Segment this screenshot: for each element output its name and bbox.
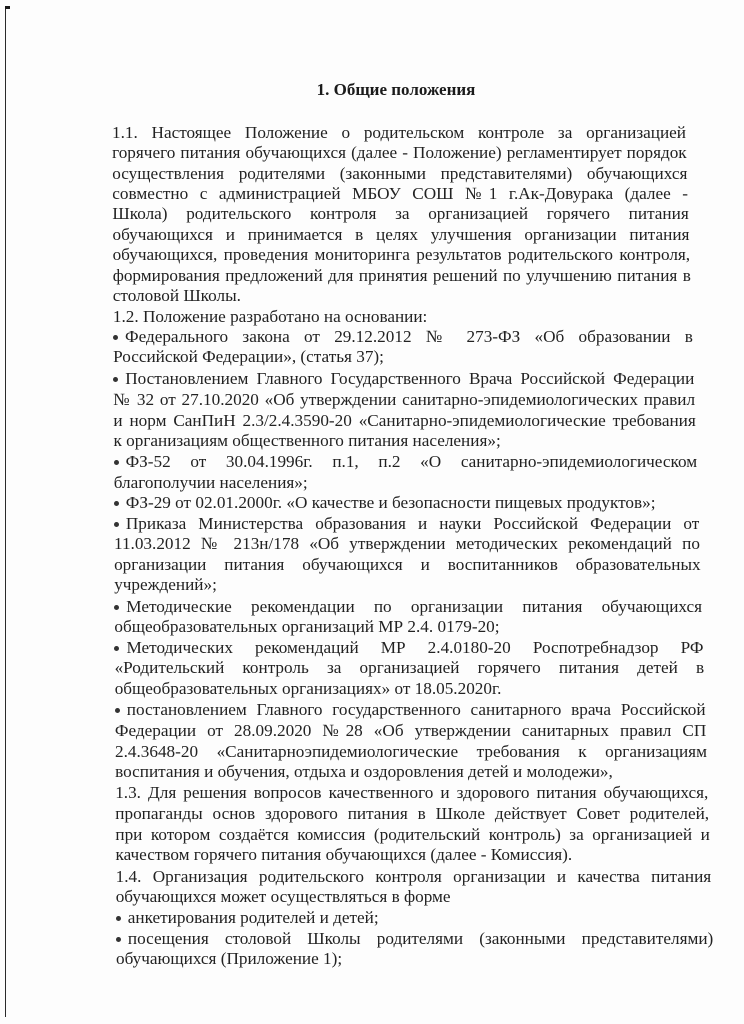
line-text: 1.2. Положение разработано на основании:: [112, 307, 428, 326]
bullet-icon: [113, 335, 118, 340]
line-text: Методических рекомендаций МР 2.4.0180-20 Роспотребнадзор РФ: [126, 638, 704, 657]
text-line: [116, 949, 714, 969]
bullet-list-line: [114, 452, 698, 472]
line-text: общеобразовательных организаций МР 2.4. 0179-20;: [114, 617, 500, 636]
text-line: [112, 143, 687, 163]
line-text: пропаганды основ здорового питания в Школе действует Совет родителей,: [115, 804, 710, 823]
line-text: совместно с администрацией МБОУ СОШ №1 г.Ак-Довурака (далее -: [112, 184, 689, 203]
bullet-list-line: [113, 327, 693, 347]
line-text: 1.1. Настоящее Положение о родительском контроле за организацией: [112, 123, 686, 142]
line-text: столовой Школы.: [112, 286, 241, 305]
text-line: [115, 658, 705, 678]
line-text: 2.4.3648-20 «Санитарноэпидемиологические требования к организациям: [114, 742, 707, 761]
line-text: Приказа Министерства образования и науки Российской Федерации от: [125, 514, 700, 533]
text-line: [113, 411, 695, 431]
line-text: общеобразовательных организациях» от 18.05.2020г.: [114, 679, 502, 698]
line-text: анкетирования родителей и детей;: [127, 908, 379, 927]
line-text: ФЗ-29 от 02.01.2000г. «О качестве и безопасности пищевых продуктов»;: [125, 493, 656, 512]
text-line: [114, 473, 698, 493]
section-title: 1. Общие положения: [316, 80, 476, 99]
line-text: 1.4. Организация родительского контроля организации и качества питания: [115, 867, 712, 886]
line-text: осуществления родителями (законными представителями) обучающихся: [112, 164, 688, 183]
text-line: [112, 164, 687, 184]
line-text: обучающихся, проведения мониторинга результатов родительского контроля,: [112, 245, 691, 264]
text-line: [113, 390, 695, 410]
line-text: организации питания обучающихся и воспитанников образовательных: [114, 555, 701, 574]
text-line: [115, 679, 705, 699]
bullet-icon: [114, 460, 119, 465]
bullet-icon: [114, 522, 119, 527]
bullet-list-line: [115, 700, 706, 720]
line-text: обучающихся и принимается в целях улучшения организации питания: [112, 225, 690, 244]
line-text: учреждений»;: [114, 575, 217, 594]
line-text: благополучии населения»;: [113, 473, 308, 492]
line-text: Школа) родительского контроля за организацией горячего питания: [112, 204, 689, 223]
line-text: и норм СанПиН 2.3/2.4.3590-20 «Санитарно-эпидемиологические требования: [113, 411, 696, 430]
bullet-icon: [116, 937, 121, 942]
bullet-list-line: [116, 908, 713, 928]
bullet-icon: [114, 605, 119, 610]
bullet-list-line: [114, 597, 702, 617]
bullet-icon: [115, 708, 120, 713]
bullet-icon: [116, 916, 121, 921]
text-line: [114, 534, 700, 554]
line-text: обучающихся может осуществляться в форме: [115, 887, 451, 906]
text-line: [113, 245, 691, 265]
text-line: [116, 887, 712, 907]
bullet-icon: [114, 501, 119, 506]
line-text: 1.3. Для решения вопросов качественного и здорового питания обучающихся,: [115, 783, 709, 802]
line-text: 11.03.2012 № 213н/178 «Об утверждении методических рекомендаций по: [113, 534, 700, 553]
text-line: [115, 721, 706, 741]
text-line: [114, 617, 702, 637]
line-text: обучающихся (Приложение 1);: [116, 949, 343, 968]
line-text: Российской Федерации», (статья 37);: [113, 347, 384, 366]
text-line: [115, 762, 708, 782]
text-line: [113, 286, 692, 306]
text-line: [115, 783, 708, 803]
bullet-list-line: [114, 638, 703, 658]
text-line: [113, 307, 692, 327]
text-line: [113, 431, 696, 451]
text-line: [113, 347, 694, 367]
scan-corner-mark: [5, 6, 10, 9]
bullet-icon: [113, 377, 118, 382]
line-text: Федерации от 28.09.2020 №28 «Об утверждении санитарных правил СП: [114, 721, 707, 740]
bullet-list-line: [114, 514, 699, 534]
text-line: [115, 825, 709, 845]
line-text: № 32 от 27.10.2020 «Об утверждении санитарно-эпидемиологических правил: [113, 390, 696, 409]
line-text: Федерального закона от 29.12.2012 № 273-ФЗ «Об образовании в: [124, 327, 693, 346]
line-text: воспитания и обучения, отдыха и оздоровления детей и молодежи»,: [115, 762, 613, 781]
line-text: Методические рекомендации по организации питания обучающихся: [126, 597, 703, 616]
line-text: «Родительский контроль за организацией горячего питания детей в: [114, 658, 705, 677]
text-line: [114, 555, 701, 575]
line-text: к организациям общественного питания населения»;: [113, 431, 501, 450]
scan-edge-line: [5, 7, 6, 1017]
text-line: [112, 204, 688, 224]
text-line: [115, 742, 707, 762]
text-line: [114, 575, 701, 595]
line-text: горячего питания обучающихся (далее - Положение) регламентирует порядок: [112, 143, 687, 162]
line-text: формирования предложений для принятия решений по улучшению питания в: [112, 266, 691, 285]
text-line: [116, 867, 712, 887]
text-line: [112, 184, 688, 204]
text-line: [115, 845, 710, 865]
bullet-list-line: [113, 369, 694, 389]
text-line: [112, 123, 686, 143]
line-text: качеством горячего питания обучающихся (далее - Комиссия).: [115, 845, 573, 864]
bullet-icon: [114, 646, 119, 651]
line-text: ФЗ-52 от 30.04.1996г. п.1, п.2 «О санитарно-эпидемиологическом: [125, 452, 698, 471]
line-text: при котором создаётся комиссия (родительский контроль) за организацией и: [115, 825, 710, 844]
text-line: [115, 804, 709, 824]
line-text: Постановлением Главного Государственного Врача Российской Федерации: [125, 369, 695, 388]
bullet-list-line: [116, 929, 713, 949]
bullet-list-line: [114, 493, 699, 513]
line-text: постановлением Главного государственного санитарного врача Российской: [126, 700, 706, 719]
line-text: посещения столовой Школы родителями (законными представителями): [127, 929, 714, 948]
text-line: [112, 225, 689, 245]
text-line: [113, 266, 691, 286]
